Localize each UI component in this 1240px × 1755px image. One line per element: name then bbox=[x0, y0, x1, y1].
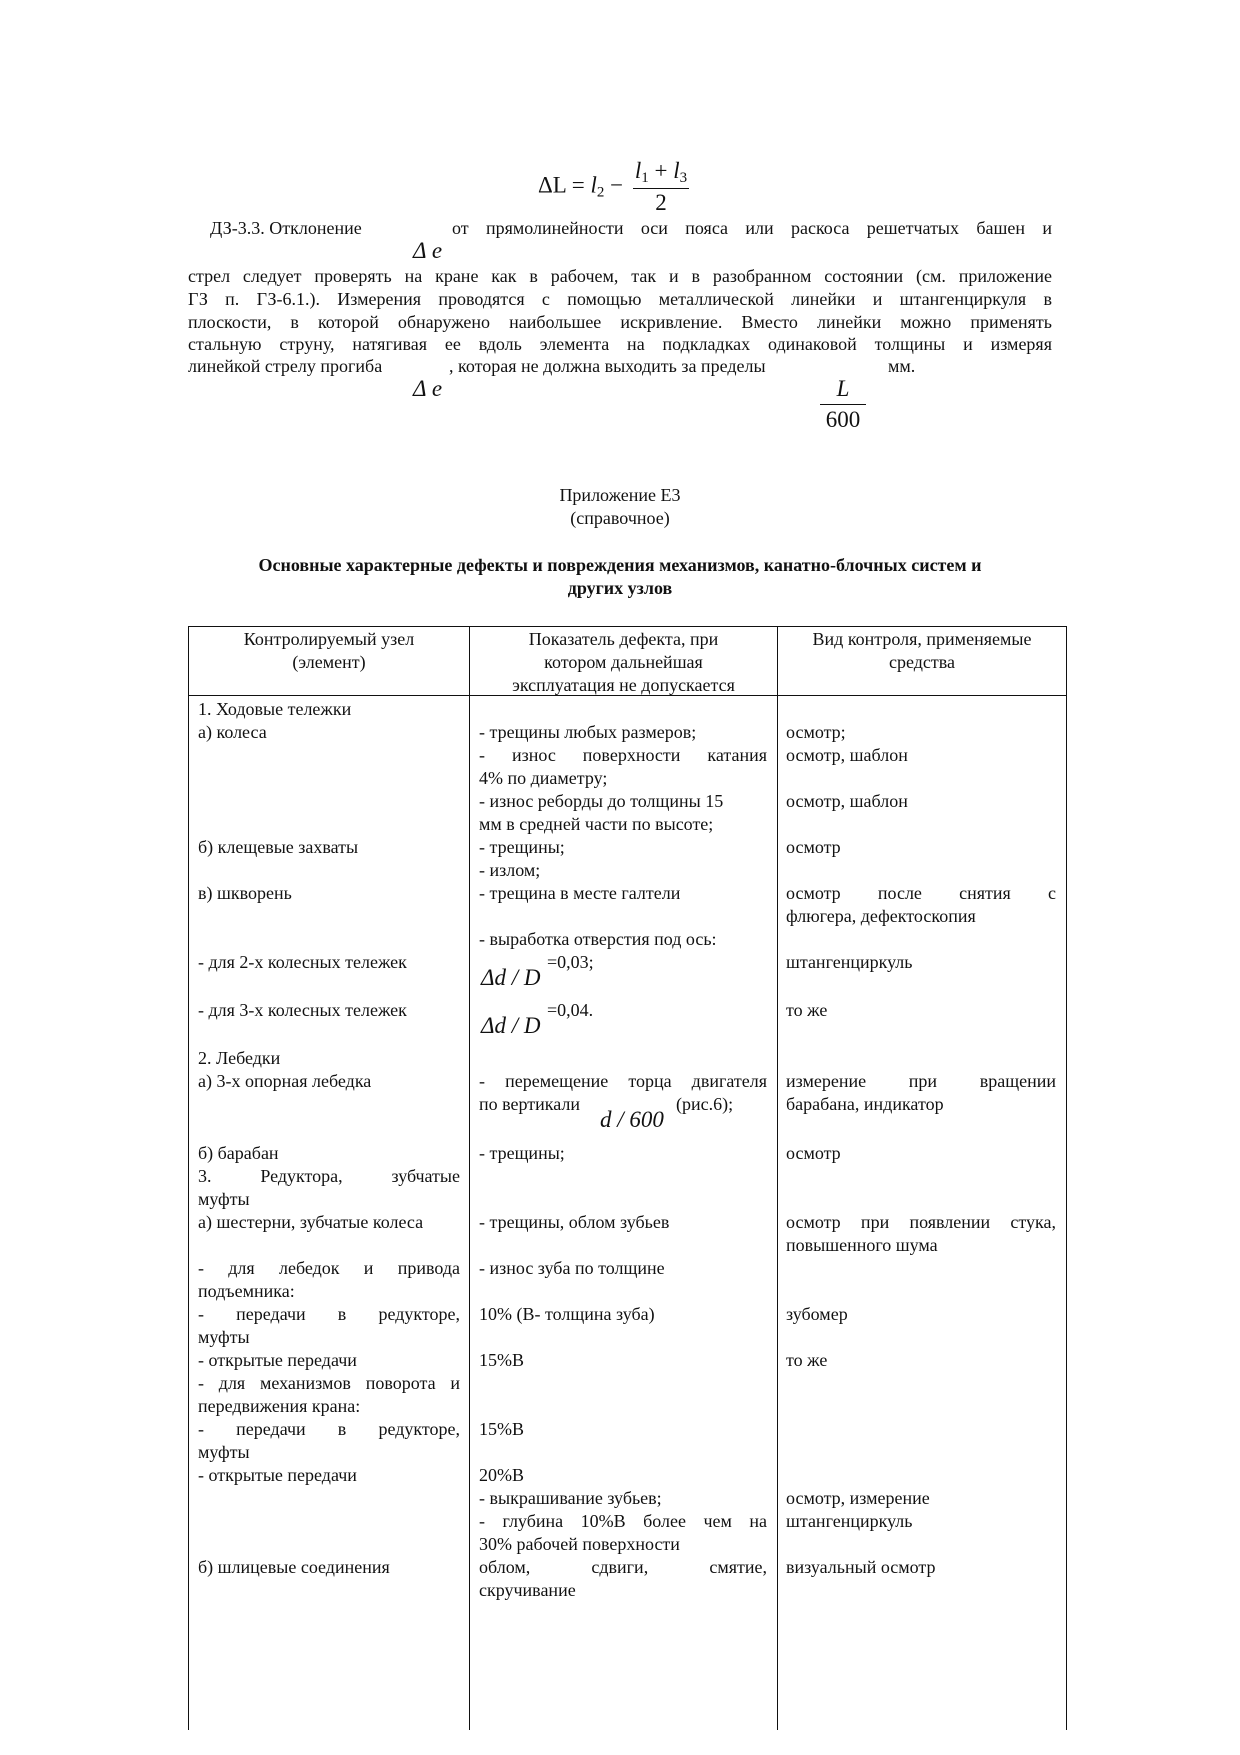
col1-cell: - передачи в редукторе, bbox=[198, 1304, 460, 1324]
table-col-border-3 bbox=[1066, 626, 1067, 1730]
col1-cell: б) клещевые захваты bbox=[198, 837, 359, 857]
col3-cell: осмотр при появлении стука, bbox=[786, 1212, 1056, 1232]
col1-cell: - для 3-х колесных тележек bbox=[198, 1000, 407, 1020]
col2-cell: - трещины любых размеров; bbox=[479, 722, 697, 742]
col3-cell: осмотр bbox=[786, 1143, 841, 1163]
col1-cell: муфты bbox=[198, 1327, 250, 1347]
col2-cell: 15%В bbox=[479, 1350, 524, 1370]
col2-math: Δd / D bbox=[481, 1013, 541, 1038]
paragraph-line6-c: мм. bbox=[888, 356, 916, 376]
delta-e-symbol: Δ e bbox=[413, 238, 443, 263]
col2-cell: - трещины; bbox=[479, 837, 565, 857]
paragraph-line6-a: линейкой стрелу прогиба bbox=[188, 356, 383, 376]
paragraph-body: стрел следует проверять на кране как в рабочем, так и в разобранном состоянии (см. приложение ГЗ п. ГЗ-6.1.). Измерения проводятся с помощью металлической линейки и штангенциркуля в плоскости, в которой обнаружено наибольшее искривление. Вместо линейки можно применять стальную струну, натягивая ее вдоль элемента на подкладках одинаковой толщины и измеряя bbox=[188, 266, 1052, 355]
col2-cell: - выкрашивание зубьев; bbox=[479, 1488, 662, 1508]
col1-cell: б) шлицевые соединения bbox=[198, 1557, 390, 1577]
col2-cell: - износ реборды до толщины 15 bbox=[479, 791, 724, 811]
col1-cell: передвижения крана: bbox=[198, 1396, 361, 1416]
paragraph-start: ДЗ-3.3. Отклонение bbox=[210, 218, 362, 238]
col3-cell: измерение при вращении bbox=[786, 1071, 1056, 1091]
formula-lhs: ΔL bbox=[538, 172, 566, 198]
col1-cell: а) 3-х опорная лебедка bbox=[198, 1071, 372, 1091]
formula-delta-l: $\Delta L = l_2$ − $\frac{l_1 + l_3}{2}$ bbox=[538, 158, 688, 215]
col2-cell: - трещина в месте галтели bbox=[479, 883, 681, 903]
col3-cell: визуальный осмотр bbox=[786, 1557, 936, 1577]
col3-cell: то же bbox=[786, 1350, 828, 1370]
col2-cell: по вертикали bbox=[479, 1094, 581, 1114]
col1-cell: - для лебедок и привода bbox=[198, 1258, 460, 1278]
header-col1: Контролируемый узел (элемент) bbox=[243, 629, 415, 672]
col1-cell: 2. Лебедки bbox=[198, 1048, 281, 1068]
paragraph-after-symbol: от прямолинейности оси пояса или раскоса решетчатых башен и bbox=[452, 218, 1052, 238]
col1-cell: - для 2-х колесных тележек bbox=[198, 952, 407, 972]
col1-cell: 1. Ходовые тележки bbox=[198, 699, 352, 719]
col2-cell: - перемещение торца двигателя bbox=[479, 1071, 767, 1091]
col3-cell: осмотр bbox=[786, 837, 841, 857]
header-col2: Показатель дефекта, при котором дальнейшая эксплуатация не допускается bbox=[512, 629, 735, 695]
col2-cell: - трещины, облом зубьев bbox=[479, 1212, 670, 1232]
col1-cell: - открытые передачи bbox=[198, 1465, 357, 1485]
col3-cell: осмотр, измерение bbox=[786, 1488, 930, 1508]
col3-cell: барабана, индикатор bbox=[786, 1094, 944, 1114]
col2-cell: скручивание bbox=[479, 1580, 576, 1600]
col2-cell: (рис.6); bbox=[676, 1094, 734, 1114]
table-col-border-0 bbox=[188, 626, 189, 1730]
appendix-title: Приложение Е3 bbox=[559, 485, 681, 505]
col3-cell: штангенциркуль bbox=[786, 952, 913, 972]
limit-fraction: L 600 bbox=[820, 376, 866, 433]
header-col3: Вид контроля, применяемые средства bbox=[812, 629, 1032, 672]
col3-cell: осмотр, шаблон bbox=[786, 791, 908, 811]
col1-cell: муфты bbox=[198, 1189, 250, 1209]
col3-cell: осмотр; bbox=[786, 722, 846, 742]
delta-e-symbol-2: Δ e bbox=[413, 376, 443, 401]
table-col-border-1 bbox=[469, 626, 470, 1730]
col2-cell: 30% рабочей поверхности bbox=[479, 1534, 680, 1554]
col2-cell: - износ зуба по толщине bbox=[479, 1258, 665, 1278]
col2-cell: 20%В bbox=[479, 1465, 524, 1485]
col2-math: Δd / D bbox=[481, 965, 541, 990]
col2-math: d / 600 bbox=[600, 1107, 664, 1132]
col2-cell: =0,04. bbox=[547, 1000, 594, 1020]
appendix-heading-line1: Основные характерные дефекты и повреждения механизмов, канатно-блочных систем и bbox=[258, 555, 982, 575]
table-top-border bbox=[188, 626, 1067, 627]
col2-cell: - выработка отверстия под ось: bbox=[479, 929, 717, 949]
col1-cell: муфты bbox=[198, 1442, 250, 1462]
col1-cell: 3. Редуктора, зубчатые bbox=[198, 1166, 460, 1186]
col3-cell: осмотр после снятия с bbox=[786, 883, 1056, 903]
col2-cell: мм в средней части по высоте; bbox=[479, 814, 714, 834]
col1-cell: в) шкворень bbox=[198, 883, 292, 903]
col1-cell: - передачи в редукторе, bbox=[198, 1419, 460, 1439]
appendix-subtitle: (справочное) bbox=[570, 508, 670, 528]
paragraph-line6-b: , которая не должна выходить за пределы bbox=[449, 356, 766, 376]
col2-cell: - трещины; bbox=[479, 1143, 565, 1163]
col1-cell: подъемника: bbox=[198, 1281, 295, 1301]
col3-cell: флюгера, дефектоскопия bbox=[786, 906, 976, 926]
formula-fraction: $\frac{l_1 + l_3}{2}$ bbox=[634, 158, 688, 215]
col3-cell: то же bbox=[786, 1000, 828, 1020]
col2-cell: 15%В bbox=[479, 1419, 524, 1439]
col2-cell: 10% (В- толщина зуба) bbox=[479, 1304, 655, 1324]
col2-cell: облом, сдвиги, смятие, bbox=[479, 1557, 767, 1577]
col2-cell: - глубина 10%В более чем на bbox=[479, 1511, 767, 1531]
col2-cell: =0,03; bbox=[547, 952, 594, 972]
col3-cell: осмотр, шаблон bbox=[786, 745, 908, 765]
table-col-border-2 bbox=[777, 626, 778, 1730]
col1-cell: - для механизмов поворота и bbox=[198, 1373, 460, 1393]
col1-cell: б) барабан bbox=[198, 1143, 279, 1163]
appendix-heading-line2: других узлов bbox=[567, 578, 673, 598]
col1-cell: а) колеса bbox=[198, 722, 267, 742]
col3-cell: зубомер bbox=[786, 1304, 848, 1324]
col2-cell: 4% по диаметру; bbox=[479, 768, 608, 788]
col1-cell: - открытые передачи bbox=[198, 1350, 357, 1370]
col3-cell: повышенного шума bbox=[786, 1235, 938, 1255]
col2-cell: - излом; bbox=[479, 860, 541, 880]
col2-cell: - износ поверхности катания bbox=[479, 745, 767, 765]
col1-cell: а) шестерни, зубчатые колеса bbox=[198, 1212, 424, 1232]
col3-cell: штангенциркуль bbox=[786, 1511, 913, 1531]
